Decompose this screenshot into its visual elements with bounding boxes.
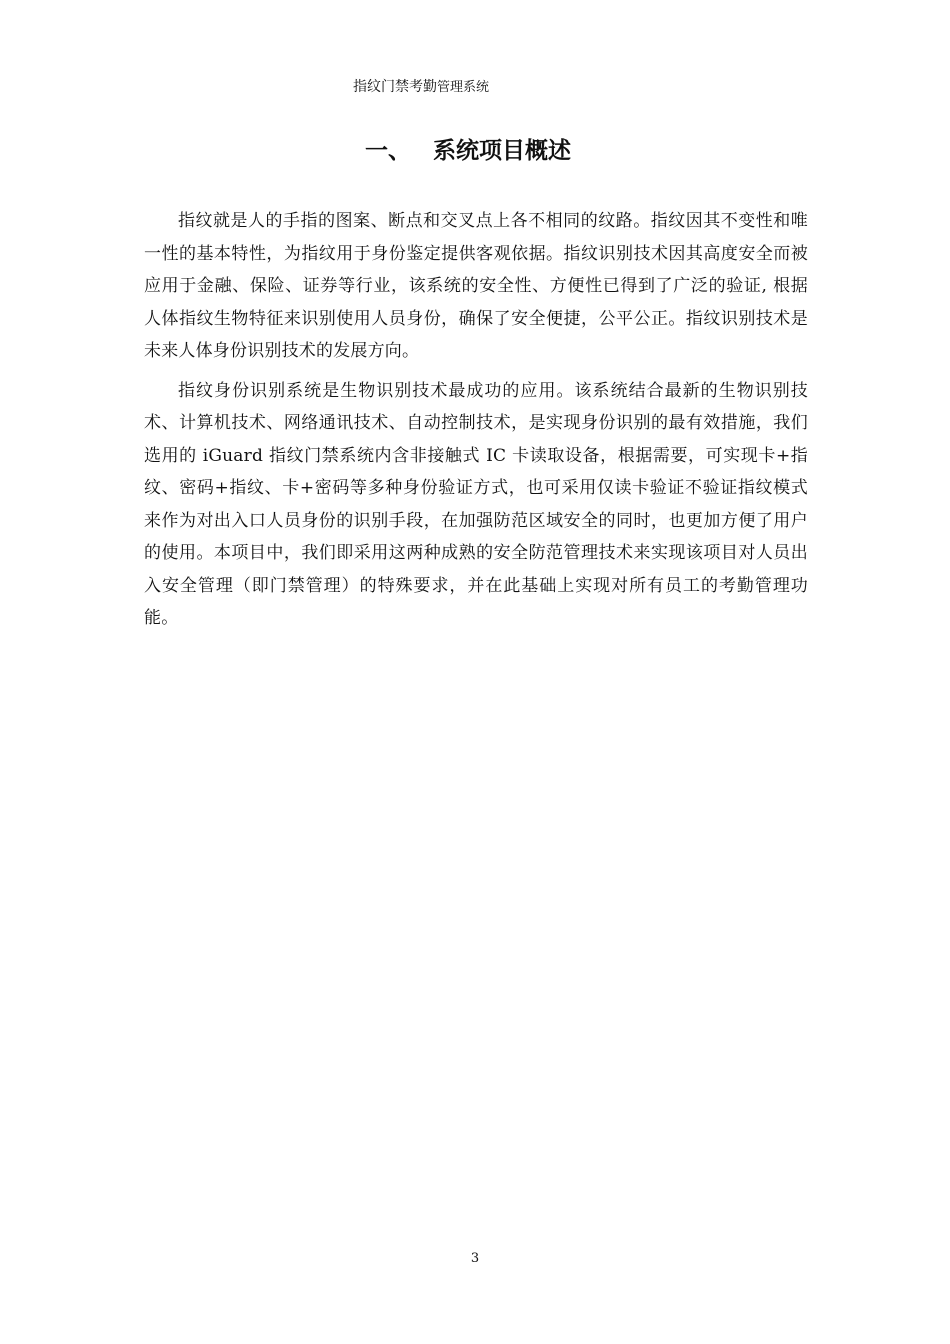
section-heading [365,134,571,168]
body-text [144,205,808,642]
paragraph-fingerprint-intro: 指纹就是人的手指的图案、断点和交叉点上各不相同的纹路。指纹因其不变性和唯一性的基本特性，为指纹用于身份鉴定提供客观依据。指纹识别技术因其高度安全而被应用于金融、保险、证券等行业，该系统的安全性、方便性已得到了广泛的验证, 根据人体指纹生物特征来识别使用人员身份，确保了安全便捷，公平公正。指纹识别技术是未来人体身份识别技术的发展方向。 [144,211,808,361]
section-title: 系统项目概述 [433,138,571,164]
header-title-tail: 管理系统 [437,80,490,95]
page-number: 3 [470,1251,480,1266]
header-title-main: 指纹门禁考勤 [353,79,437,95]
running-header [353,77,489,98]
paragraph-system-description: 指纹身份识别系统是生物识别技术最成功的应用。该系统结合最新的生物识别技术、计算机技术、网络通讯技术、自动控制技术，是实现身份识别的最有效措施，我们选用的 iGuard 指纹门禁系统内含非接触式 IC 卡读取设备，根据需要，可实现卡+指纹、密码+指纹、卡+密码等多种身份验证方式，也可采用仅读卡验证不验证指纹模式来作为对出入口人员身份的识别手段，在加强防范区域安全的同时，也更加方便了用户的使用。本项目中，我们即采用这两种成熟的安全防范管理技术来实现该项目对人员出入安全管理（即门禁管理）的特殊要求，并在此基础上实现对所有员工的考勤管理功能。 [144,380,808,628]
section-number: 一、 [365,138,411,164]
